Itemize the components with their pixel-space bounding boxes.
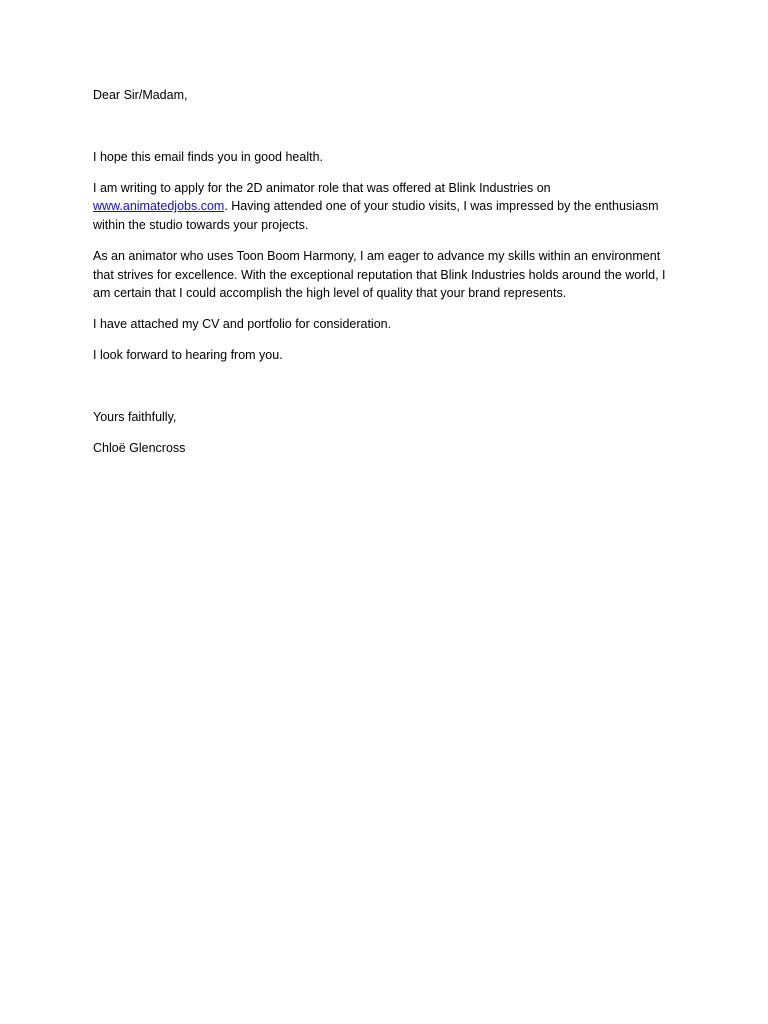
signature: Chloë Glencross	[93, 441, 186, 456]
animatedjobs-link[interactable]: www.animatedjobs.com	[93, 199, 225, 214]
paragraph-application-text-end: . Having attended one of your studio visits, I was impressed by the enthusiasm within the studio towards your projects.	[93, 199, 659, 232]
letter-body	[93, 86, 673, 470]
paragraph-application	[93, 179, 673, 235]
greeting: Dear Sir/Madam,	[93, 88, 188, 102]
paragraph-attachments: I have attached my CV and portfolio for consideration.	[93, 317, 392, 332]
opening-line: I hope this email finds you in good health.	[93, 149, 324, 164]
paragraph-application-text-start: I am writing to apply for the 2D animator role that was offered at Blink Industries on	[93, 180, 551, 195]
paragraph-look-forward: I look forward to hearing from you.	[93, 348, 283, 363]
closing: Yours faithfully,	[93, 409, 177, 424]
paragraph-skills: As an animator who uses Toon Boom Harmony, I am eager to advance my skills within an environment that strives for excellence. With the exceptional reputation that Blink Industries holds around the world, I am certain that I could accomplish the high level of quality that your brand represents.	[93, 248, 666, 301]
